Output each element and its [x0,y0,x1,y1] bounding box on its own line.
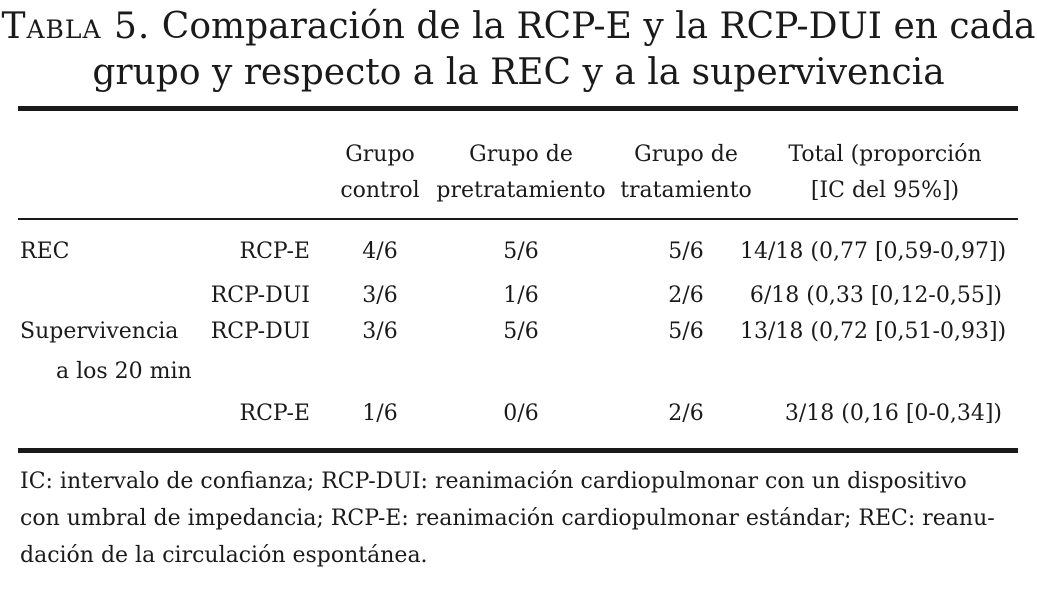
table-label: Tabla 5. [1,6,151,47]
table-title-line-1 [0,4,1037,50]
row-pretratamiento: 0/6 [503,401,539,426]
table-title-line-2: grupo y respecto a la REC y a la supervivencia [92,52,945,93]
row-tratamiento: 5/6 [668,319,704,344]
top-rule [18,106,1018,111]
row-control: 3/6 [362,283,398,308]
header-control-line-2: control [340,178,420,203]
row-total: 3/18 (0,16 [0-0,34]) [784,401,1002,426]
header-total-line-2: [IC del 95%]) [810,178,960,203]
row-method: RCP-DUI [210,283,310,308]
row-outcome: REC [20,239,70,264]
row-control: 1/6 [362,401,398,426]
row-pretratamiento: 5/6 [503,239,539,264]
row-method: RCP-DUI [210,319,310,344]
footnote-line-2: con umbral de impedancia; RCP-E: reanimación cardiopulmonar estándar; REC: reanu- [20,506,995,531]
header-rule [18,218,1018,220]
row-pretratamiento: 5/6 [503,319,539,344]
row-tratamiento: 5/6 [668,239,704,264]
footnote-line-1: IC: intervalo de confianza; RCP-DUI: reanimación cardiopulmonar con un dispositivo [20,469,967,494]
header-tratamiento-line-1: Grupo de [634,142,738,167]
row-total: 13/18 (0,72 [0,51-0,93]) [740,319,1007,344]
row-tratamiento: 2/6 [668,401,704,426]
row-method: RCP-E [239,239,310,264]
row-tratamiento: 2/6 [668,283,704,308]
row-control: 3/6 [362,319,398,344]
table-title-text: Comparación de la RCP-E y la RCP-DUI en cada [150,6,1036,47]
bottom-rule [18,448,1018,453]
row-outcome-continuation: a los 20 min [56,359,192,384]
header-total-line-1: Total (proporción [788,142,982,167]
row-control: 4/6 [362,239,398,264]
row-method: RCP-E [239,401,310,426]
row-outcome: Supervivencia [20,319,179,344]
row-total: 6/18 (0,33 [0,12-0,55]) [749,283,1002,308]
row-pretratamiento: 1/6 [503,283,539,308]
header-control-line-1: Grupo [345,142,415,167]
row-total: 14/18 (0,77 [0,59-0,97]) [740,239,1007,264]
header-tratamiento-line-2: tratamiento [620,178,752,203]
header-pretratamiento-line-2: pretratamiento [436,178,606,203]
header-pretratamiento-line-1: Grupo de [469,142,573,167]
footnote-line-3: dación de la circulación espontánea. [20,543,428,568]
